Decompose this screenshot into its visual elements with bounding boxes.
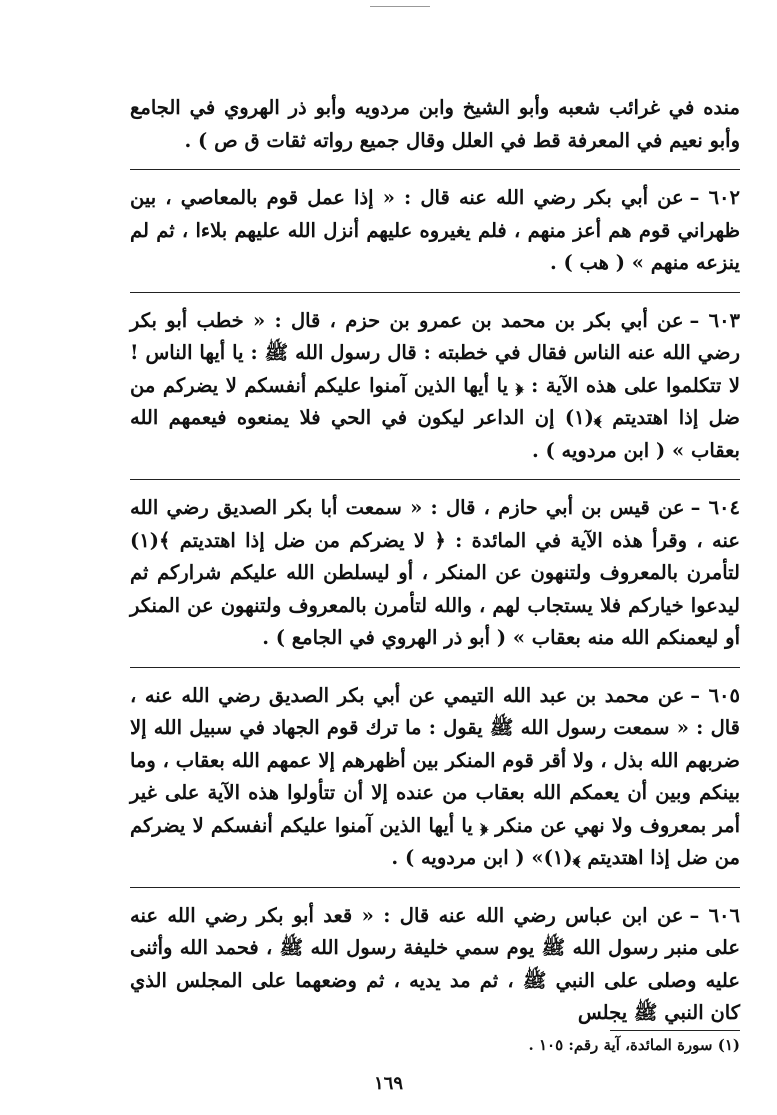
footnote: (١) سورة المائدة، آية رقم: ١٠٥ . (528, 1036, 740, 1054)
hadith-entry-605 (130, 678, 740, 875)
page-number: ١٦٩ (373, 1073, 403, 1094)
section-divider (130, 667, 740, 668)
entry-number: ٦٠٥ – (690, 683, 740, 707)
entry-text: عن محمد بن عبد الله التيمي عن أبي بكر الصديق رضي الله عنه ، قال : « سمعت رسول الله ﷺ يقول : ما ترك قوم الجهاد في سبيل الله إلا ضربهم الله بذل ، ولا أقر قوم المنكر بين أظهرهم إلا عمهم الله بعقاب ، وما بينكم وبين أن يعمكم الله بعقاب من عنده إلا أن تتأولوا هذه الآية على غير أمر بمعروف ولا نهي عن منكر ﴿ يا أيها الذين آمنوا عليكم أنفسكم لا يضركم من ضل إذا اهتديتم ﴾(١)» ( ابن مردويه ) . (130, 683, 740, 869)
entry-text: عن أبي بكر بن محمد بن عمرو بن حزم ، قال : « خطب أبو بكر رضي الله عنه الناس فقال في خطبته : قال رسول الله ﷺ : يا أيها الناس ! لا تتكلموا على هذه الآية : ﴿ يا أيها الذين آمنوا عليكم أنفسكم لا يضركم من ضل إذا اهتديتم ﴾(١) إن الداعر ليكون في الحي فلا يمنعوه فيعمهم الله بعقاب » ( ابن مردويه ) . (130, 308, 740, 462)
entry-text: عن أبي بكر رضي الله عنه قال : « إذا عمل قوم بالمعاصي ، بين ظهراني قوم هم أعز منهم ، فلم يغيروه عليهم أنزل الله عليهم بلاءا ، ثم لم ينزعه منهم » ( هب ) . (130, 186, 740, 274)
section-divider (130, 887, 740, 888)
entry-number: ٦٠٣ – (689, 308, 741, 332)
section-divider (130, 479, 740, 480)
footnote-rule (610, 1030, 740, 1031)
entry-text: عن قيس بن أبي حازم ، قال : « سمعت أبا بكر الصديق رضي الله عنه ، وقرأ هذه الآية في المائدة : ﴿ لا يضركم من ضل إذا اهتديتم ﴾(١) لتأمرن بالمعروف ولتنهون عن المنكر ، أو ليسلطن الله عليكم شراركم ثم ليدعوا خياركم فلا يستجاب لهم ، والله لتأمرن بالمعروف ولتنهون عن المنكر أو ليعمنكم الله منه بعقاب » ( أبو ذر الهروي في الجامع ) . (130, 496, 740, 649)
hadith-entry-604 (130, 490, 740, 655)
intro-paragraph: منده في غرائب شعبه وأبو الشيخ وابن مردويه وأبو ذر الهروي في الجامع وأبو نعيم في المعرفة قط في العلل وقال جميع رواته ثقات ق ص ) . (130, 96, 740, 152)
entry-number: ٦٠٤ – (690, 496, 740, 519)
hadith-entry-603 (130, 303, 740, 468)
hadith-entry-606 (130, 898, 740, 1030)
entry-text: عن ابن عباس رضي الله عنه قال : « قعد أبو بكر رضي الله عنه على منبر رسول الله ﷺ يوم سمي خليفة رسول الله ﷺ ، فحمد الله وأثنى عليه وصلى على النبي ﷺ ، ثم مد يديه ، ثم وضعهما على المجلس الذي كان النبي ﷺ يجلس (130, 903, 740, 1024)
section-divider (130, 292, 740, 293)
top-rule (370, 6, 430, 7)
entry-number: ٦٠٢ – (689, 186, 740, 209)
page-body (130, 92, 740, 1042)
section-divider (130, 169, 740, 170)
hadith-entry-602 (130, 180, 740, 280)
entry-number: ٦٠٦ – (689, 903, 740, 927)
